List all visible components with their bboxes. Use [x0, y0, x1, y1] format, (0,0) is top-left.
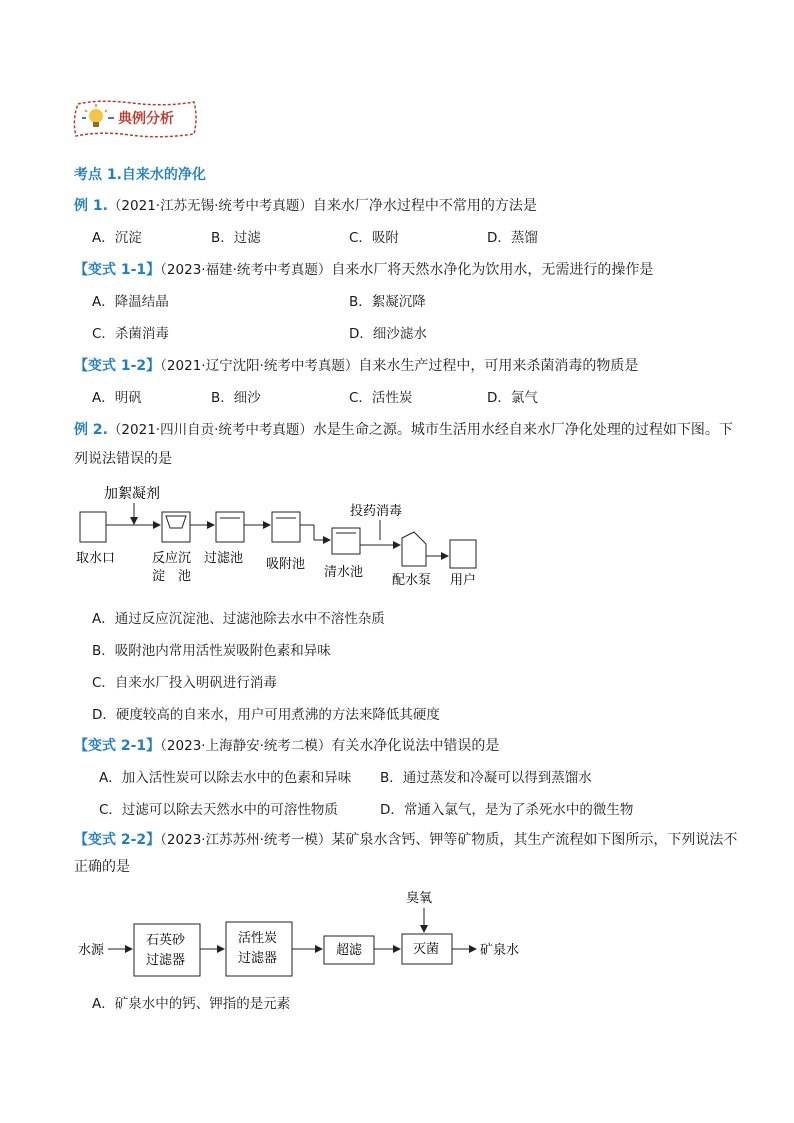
- disinfect-label: 投药消毒: [350, 504, 403, 519]
- v12-option-b[interactable]: B．细沙: [211, 390, 261, 406]
- q2-option-c[interactable]: C．自来水厂投入明矾进行消毒: [92, 675, 277, 691]
- intake-box: [80, 512, 106, 542]
- v21-option-c[interactable]: C．过滤可以除去天然水中的可溶性物质: [99, 802, 338, 818]
- v12-option-d[interactable]: D．氯气: [487, 390, 538, 406]
- v12-option-a[interactable]: A．明矾: [92, 390, 142, 406]
- filter-label: 过滤池: [204, 551, 244, 566]
- variant-1-1: 【变式 1-1】（2023·福建·统考中考真题）自来水厂将天然水净化为饮用水，无需进行的操作是: [74, 262, 654, 278]
- adsorption-tank: [272, 512, 300, 542]
- clear-water-tank: [332, 528, 360, 554]
- filter-tank: [216, 512, 244, 542]
- example-analysis-badge: [70, 98, 200, 142]
- q2-option-b[interactable]: B．吸附池内常用活性炭吸附色素和异味: [92, 643, 331, 659]
- carbon-label-1: 活性炭: [238, 931, 278, 946]
- lightbulb-icon: [89, 109, 103, 123]
- v11-option-a[interactable]: A．降温结晶: [92, 294, 169, 310]
- adsorption-label: 吸附池: [266, 557, 306, 572]
- v21-option-d[interactable]: D．常通入氯气，是为了杀死水中的微生物: [380, 802, 634, 818]
- water-plant-diagram: [74, 478, 494, 594]
- flow-end-label: 矿泉水: [480, 943, 520, 958]
- q2-option-d[interactable]: D．硬度较高的自来水，用户可用煮沸的方法来降低其硬度: [92, 707, 440, 723]
- clear-water-label: 清水池: [324, 565, 364, 580]
- mineral-water-flow-diagram: [74, 882, 544, 982]
- flow-start-label: 水源: [78, 943, 105, 958]
- section-title: 考点 1.自来水的净化: [74, 167, 206, 183]
- variant-2-2-line-2: 正确的是: [74, 859, 130, 875]
- v11-option-d[interactable]: D．细沙滤水: [349, 326, 427, 342]
- settling-label-2: 淀 池: [152, 569, 192, 584]
- add-flocculant-label: 加絮凝剂: [104, 486, 160, 502]
- quartz-label-1: 石英砂: [146, 933, 186, 948]
- badge-label: 典例分析: [118, 111, 174, 127]
- user-box: [450, 540, 476, 568]
- question-1: 例 1.（2021·江苏无锡·统考中考真题）自来水厂净水过程中不常用的方法是: [74, 198, 537, 214]
- variant-2-2: 【变式 2-2】（2023·江苏苏州·统考一模）某矿泉水含钙、钾等矿物质，其生产流程如下图所示，下列说法不: [74, 832, 738, 848]
- pump-shape: [402, 532, 426, 566]
- quartz-label-2: 过滤器: [146, 953, 186, 968]
- user-label: 用户: [450, 573, 477, 588]
- variant-2-1: 【变式 2-1】（2023·上海静安·统考二模）有关水净化说法中错误的是: [74, 738, 500, 754]
- question-2-line-2: 列说法错误的是: [74, 451, 172, 467]
- v11-option-c[interactable]: C．杀菌消毒: [92, 326, 169, 342]
- settling-label-1: 反应沉: [152, 551, 192, 566]
- ozone-label: 臭氧: [406, 891, 433, 906]
- intake-label: 取水口: [76, 551, 116, 566]
- variant-1-2: 【变式 1-2】（2021·辽宁沈阳·统考中考真题）自来水生产过程中，可用来杀菌消毒的物质是: [74, 358, 639, 374]
- v22-option-a[interactable]: A．矿泉水中的钙、钾指的是元素: [92, 996, 291, 1012]
- sterilize-label: 灭菌: [413, 942, 440, 957]
- carbon-label-2: 过滤器: [238, 951, 278, 966]
- quartz-filter-box: [134, 924, 200, 976]
- v11-option-b[interactable]: B．絮凝沉降: [349, 294, 426, 310]
- pump-label: 配水泵: [392, 573, 432, 588]
- ultrafilter-label: 超滤: [336, 943, 363, 958]
- question-2: 例 2.（2021·四川自贡·统考中考真题）水是生命之源。城市生活用水经自来水厂净化处理的过程如下图。下: [74, 422, 733, 438]
- q1-option-c[interactable]: C．吸附: [349, 230, 399, 246]
- v21-option-b[interactable]: B．通过蒸发和冷凝可以得到蒸馏水: [380, 770, 592, 786]
- q1-option-d[interactable]: D．蒸馏: [487, 230, 538, 246]
- q1-option-b[interactable]: B．过滤: [211, 230, 261, 246]
- q1-option-a[interactable]: A．沉淀: [92, 230, 142, 246]
- v12-option-c[interactable]: C．活性炭: [349, 390, 413, 406]
- q2-option-a[interactable]: A．通过反应沉淀池、过滤池除去水中不溶性杂质: [92, 611, 385, 627]
- v21-option-a[interactable]: A．加入活性炭可以除去水中的色素和异味: [99, 770, 352, 786]
